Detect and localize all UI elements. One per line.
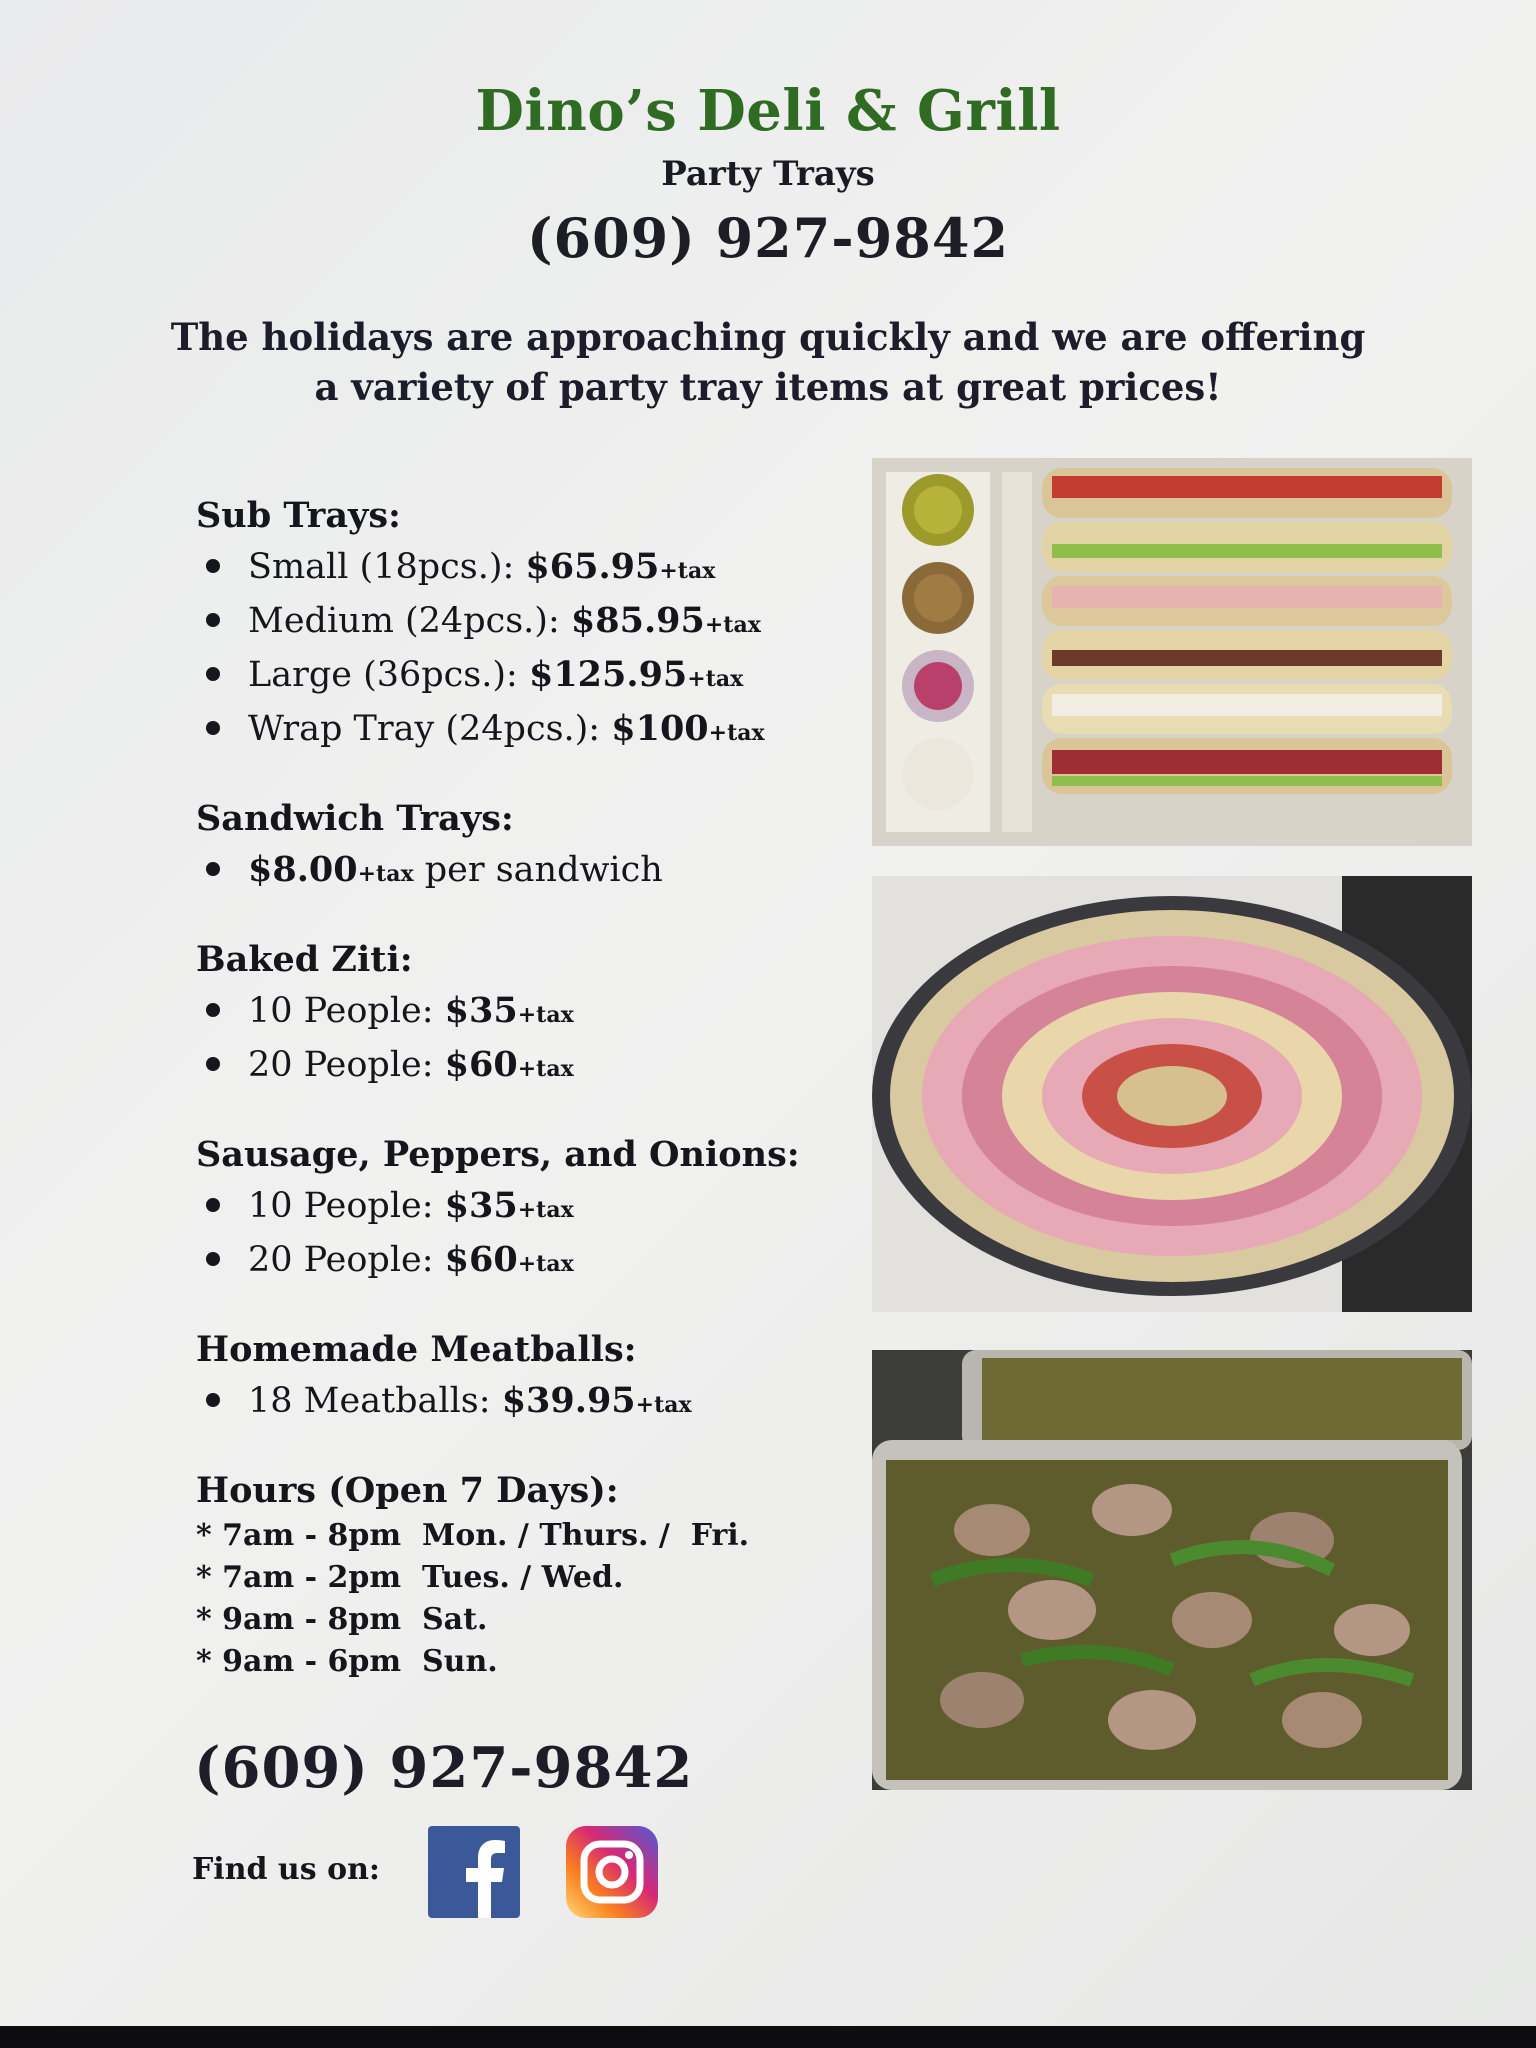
item-tax: +tax <box>708 720 765 746</box>
item-price: $100 <box>611 708 709 749</box>
list-item <box>248 650 876 704</box>
item-tax: +tax <box>517 1002 574 1028</box>
item-label: Wrap Tray (24pcs.): <box>248 709 601 749</box>
sausage-peppers-photo <box>872 1350 1472 1790</box>
intro-line-2: a variety of party tray items at great prices! <box>314 365 1222 409</box>
section-sub-trays <box>196 495 876 758</box>
section-title: Sub Trays: <box>196 495 401 536</box>
item-price: $85.95 <box>570 600 705 641</box>
item-label: 10 People: <box>248 991 434 1031</box>
section-title: Baked Ziti: <box>196 939 413 980</box>
deli-title: Dino’s Deli & Grill <box>475 78 1061 144</box>
item-tax: +tax <box>357 861 414 887</box>
sub-tray-photo <box>872 458 1472 846</box>
party-trays-subtitle: Party Trays <box>661 154 875 194</box>
item-tax: +tax <box>517 1056 574 1082</box>
item-label: 10 People: <box>248 1186 434 1226</box>
item-price: $8.00 <box>248 849 358 890</box>
item-label: 20 People: <box>248 1045 434 1085</box>
phone-number-bottom[interactable]: (609) 927-9842 <box>194 1735 694 1801</box>
item-tax: +tax <box>635 1392 692 1418</box>
hours-title: Hours (Open 7 Days): <box>196 1470 619 1511</box>
list-item <box>248 704 876 758</box>
item-price: $60 <box>444 1239 518 1280</box>
section-hours <box>196 1470 876 1683</box>
sandwich-platter-photo <box>872 876 1472 1312</box>
item-price: $125.95 <box>528 654 688 695</box>
item-label: 18 Meatballs: <box>248 1381 491 1421</box>
item-price: $35 <box>444 990 518 1031</box>
item-price: $35 <box>444 1185 518 1226</box>
item-price: $60 <box>444 1044 518 1085</box>
hours-line: * 7am - 2pm Tues. / Wed. <box>196 1560 624 1595</box>
menu-list <box>196 495 876 1723</box>
section-title: Sandwich Trays: <box>196 798 514 839</box>
list-item <box>248 1376 876 1430</box>
item-label: 20 People: <box>248 1240 434 1280</box>
list-item <box>248 542 876 596</box>
item-price: $65.95 <box>525 546 660 587</box>
item-price: $39.95 <box>501 1380 636 1421</box>
facebook-icon[interactable] <box>428 1826 520 1918</box>
header <box>0 78 1536 270</box>
item-tax: +tax <box>704 612 761 638</box>
bottom-bar <box>0 2026 1536 2048</box>
item-tax: +tax <box>659 558 716 584</box>
hours-line: * 7am - 8pm Mon. / Thurs. / Fri. <box>196 1518 750 1553</box>
section-sandwich-trays <box>196 798 876 899</box>
item-tax: +tax <box>687 666 744 692</box>
list-item <box>248 986 876 1040</box>
list-item <box>248 1040 876 1094</box>
list-item <box>248 1235 876 1289</box>
section-homemade-meatballs <box>196 1329 876 1430</box>
item-label: Small (18pcs.): <box>248 547 515 587</box>
instagram-icon[interactable] <box>566 1826 658 1918</box>
find-us-label: Find us on: <box>192 1852 380 1887</box>
phone-number-top[interactable]: (609) 927-9842 <box>526 206 1010 270</box>
list-item <box>248 845 876 899</box>
section-title: Homemade Meatballs: <box>196 1329 637 1370</box>
list-item <box>248 596 876 650</box>
section-sausage-peppers-onions <box>196 1134 876 1289</box>
intro-line-1: The holidays are approaching quickly and we are offering <box>170 315 1366 359</box>
section-title: Sausage, Peppers, and Onions: <box>196 1134 800 1175</box>
intro-text <box>0 312 1536 412</box>
item-tax: +tax <box>517 1251 574 1277</box>
item-label: Large (36pcs.): <box>248 655 518 695</box>
hours-line: * 9am - 6pm Sun. <box>196 1644 498 1679</box>
item-suffix: per sandwich <box>424 850 663 890</box>
section-baked-ziti <box>196 939 876 1094</box>
item-tax: +tax <box>517 1197 574 1223</box>
list-item <box>248 1181 876 1235</box>
item-label: Medium (24pcs.): <box>248 601 560 641</box>
hours-line: * 9am - 8pm Sat. <box>196 1602 488 1637</box>
